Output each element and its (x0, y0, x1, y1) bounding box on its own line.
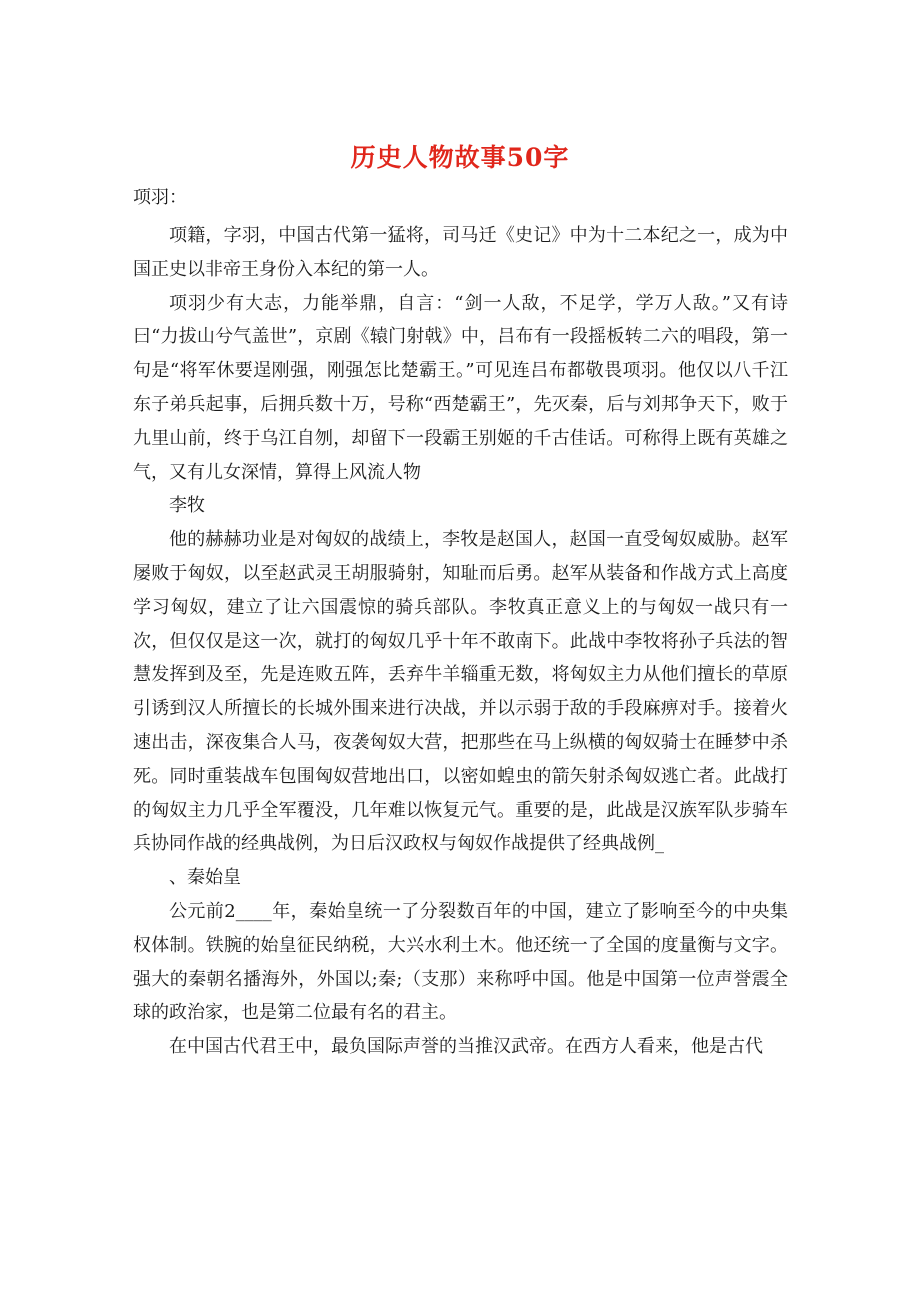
paragraph: 他的赫赫功业是对匈奴的战绩上，李牧是赵国人，赵国一直受匈奴威胁。赵军屡败于匈奴，以至赵武灵王胡服骑射，知耻而后勇。赵军从装备和作战方式上高度学习匈奴，建立了让六国震惊的骑兵部队。李牧真正意义上的与匈奴一战只有一次，但仅仅是这一次，就打的匈奴几乎十年不敢南下。此战中李牧将孙子兵法的智慧发挥到及至，先是连败五阵，丢弃牛羊辎重无数，将匈奴主力从他们擅长的草原引诱到汉人所擅长的长城外围来进行决战，并以示弱于敌的手段麻痹对手。接着火速出击，深夜集合人马，夜袭匈奴大营，把那些在马上纵横的匈奴骑士在睡梦中杀死。同时重装战车包围匈奴营地出口，以密如蝗虫的箭矢射杀匈奴逃亡者。此战打的匈奴主力几乎全军覆没，几年难以恢复元气。重要的是，此战是汉族军队步骑车兵协同作战的经典战例，为日后汉政权与匈奴作战提供了经典战例_ (133, 529, 788, 855)
paragraph: 公元前2____年，秦始皇统一了分裂数百年的中国，建立了影响至今的中央集权体制。铁腕的始皇征民纳税，大兴水利土木。他还统一了全国的度量衡与文字。强大的秦朝名播海外，外国以;秦;（支那）来称呼中国。他是中国第一位声誉震全球的政治家，也是第二位最有名的君主。 (133, 900, 788, 1024)
document-title: 历史人物故事50字 (350, 143, 570, 172)
section-heading-li-mu: 李牧 (169, 495, 205, 517)
document-body (133, 219, 788, 1064)
paragraph: 项羽少有大志，力能举鼎，自言：“剑一人敌，不足学，学万人敌。”又有诗曰“力拔山兮气盖世”，京剧《辕门射戟》中，吕布有一段摇板转二六的唱段，第一句是“将军休要逞刚强，刚强怎比楚霸王。”可见连吕布都敬畏项羽。他仅以八千江东子弟兵起事，后拥兵数十万，号称“西楚霸王”，先灭秦，后与刘邦争天下，败于九里山前，终于乌江自刎，却留下一段霸王别姬的千古佳话。可称得上既有英雄之气，又有儿女深情，算得上风流人物 (133, 292, 788, 483)
section-heading-qin-shi-huang: 、秦始皇 (169, 867, 241, 889)
section-label-xiang-yu: 项羽： (133, 187, 187, 208)
paragraph: 项籍，字羽，中国古代第一猛将，司马迁《史记》中为十二本纪之一，成为中国正史以非帝王身份入本纪的第一人。 (133, 225, 788, 280)
paragraph: 在中国古代君王中，最负国际声誉的当推汉武帝。在西方人看来，他是古代 (169, 1036, 763, 1058)
